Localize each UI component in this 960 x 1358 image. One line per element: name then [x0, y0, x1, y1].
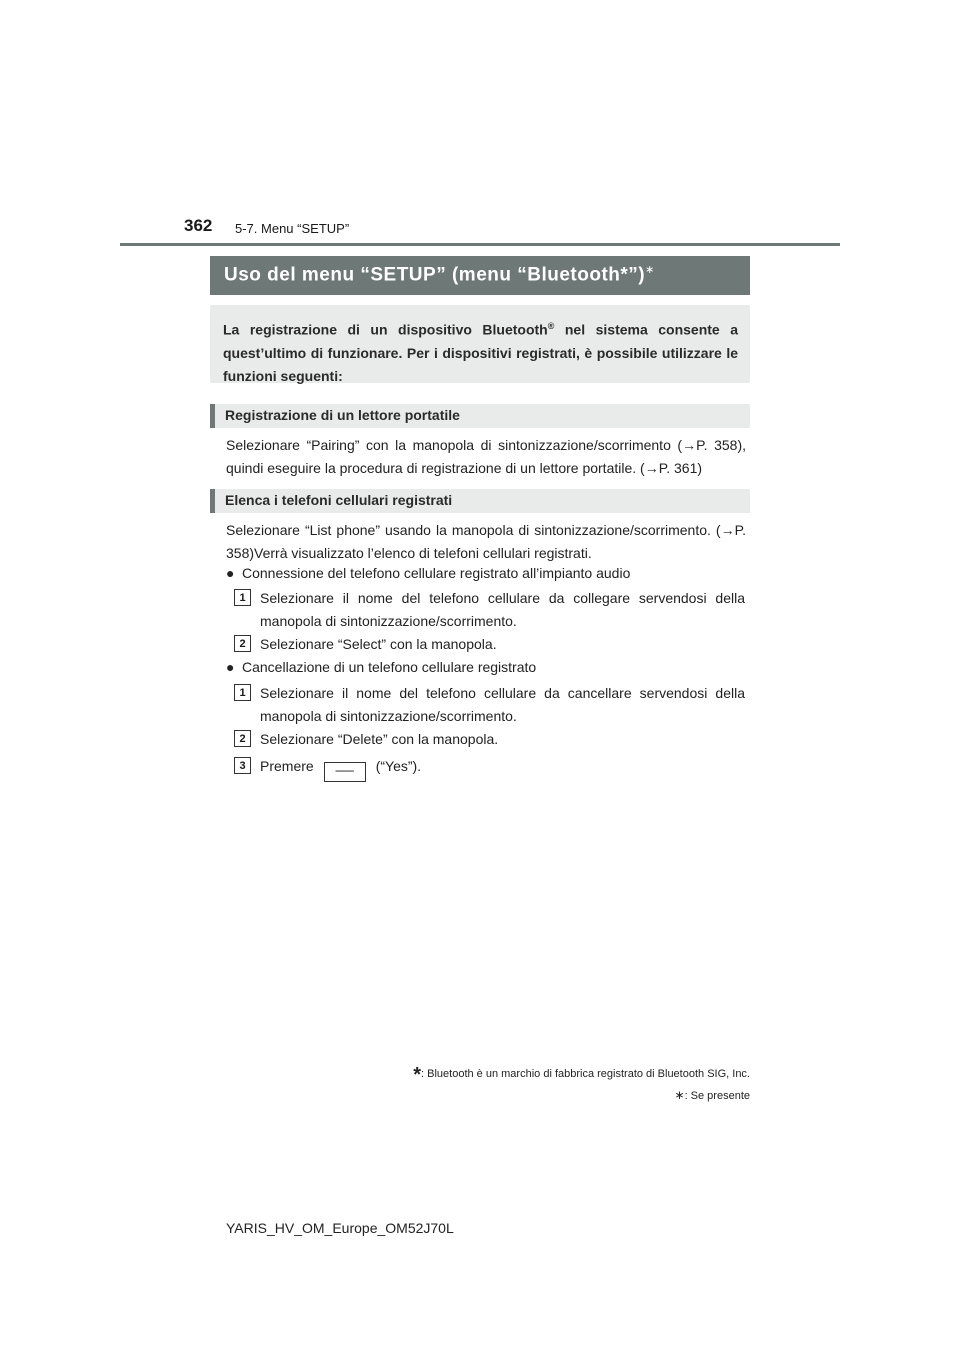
step-number-badge: 1 [234, 684, 251, 701]
section-heading-portable-player: Registrazione di un lettore portatile [210, 404, 750, 428]
intro-box [210, 305, 750, 383]
step-number-badge: 2 [234, 730, 251, 747]
intro-text-after: nel sistema consente a quest’ultimo di funzionare. Per i dispositivi registrati, è possibile utilizzare le funzioni seguenti: [223, 321, 738, 384]
step-number-badge: 2 [234, 635, 251, 652]
bullet-connect-phone [226, 562, 630, 585]
asterisk-icon: ∗ [674, 1088, 685, 1102]
bullet-text: Connessione del telefono cellulare registrato all’impianto audio [242, 565, 631, 581]
title-text: Uso del menu “SETUP” (menu “Bluetooth*”) [224, 264, 646, 286]
registered-mark: ® [547, 321, 555, 331]
step-number-badge: 1 [234, 589, 251, 606]
footnote-text: : Se presente [684, 1090, 750, 1102]
footnote-if-equipped [675, 1088, 751, 1102]
bullet-icon: ● [226, 659, 235, 675]
page-title [210, 256, 750, 295]
step-number-badge: 3 [234, 757, 251, 774]
page-number: 362 [184, 216, 213, 235]
bullet-icon: ● [226, 565, 235, 581]
section-label: 5-7. Menu “SETUP” [235, 221, 350, 236]
step-text: Selezionare il nome del telefono cellulare da cancellare servendosi della manopola di sintonizzazione/scorrimento. [260, 685, 745, 724]
document-id: YARIS_HV_OM_Europe_OM52J70L [226, 1220, 454, 1236]
section2-body: Selezionare “List phone” usando la manopola di sintonizzazione/scorrimento. (→P. 358)Verrà visualizzato l’elenco di telefoni cellulari registrati. [226, 522, 746, 561]
intro-text-before: La registrazione di un dispositivo Bluetooth [223, 321, 548, 338]
bullet-delete-phone [226, 656, 536, 679]
bullet-text: Cancellazione di un telefono cellulare registrato [242, 659, 537, 675]
header-rule [120, 243, 840, 246]
step-text: Selezionare il nome del telefono cellulare da collegare servendosi della manopola di sintonizzazione/scorrimento. [260, 590, 745, 629]
section-heading-registered-phones: Elenca i telefoni cellulari registrati [210, 489, 750, 513]
step-text: Selezionare “Select” con la manopola. [260, 636, 497, 652]
asterisk-icon: * [413, 1064, 422, 1086]
step-text-after: (“Yes”). [375, 758, 422, 774]
footnote-bluetooth-trademark [413, 1064, 750, 1087]
step-text-before: Premere [260, 758, 314, 774]
section1-body: Selezionare “Pairing” con la manopola di sintonizzazione/scorrimento (→P. 358), quindi eseguire la procedura di registrazione di un lettore portatile. (→P. 361) [226, 437, 746, 476]
yes-key-icon: ── [324, 762, 366, 782]
title-marker: ∗ [645, 264, 655, 276]
step-text: Selezionare “Delete” con la manopola. [260, 731, 499, 747]
step-text [260, 755, 745, 782]
footnote-text: : Bluetooth è un marchio di fabbrica registrato di Bluetooth SIG, Inc. [421, 1068, 750, 1080]
